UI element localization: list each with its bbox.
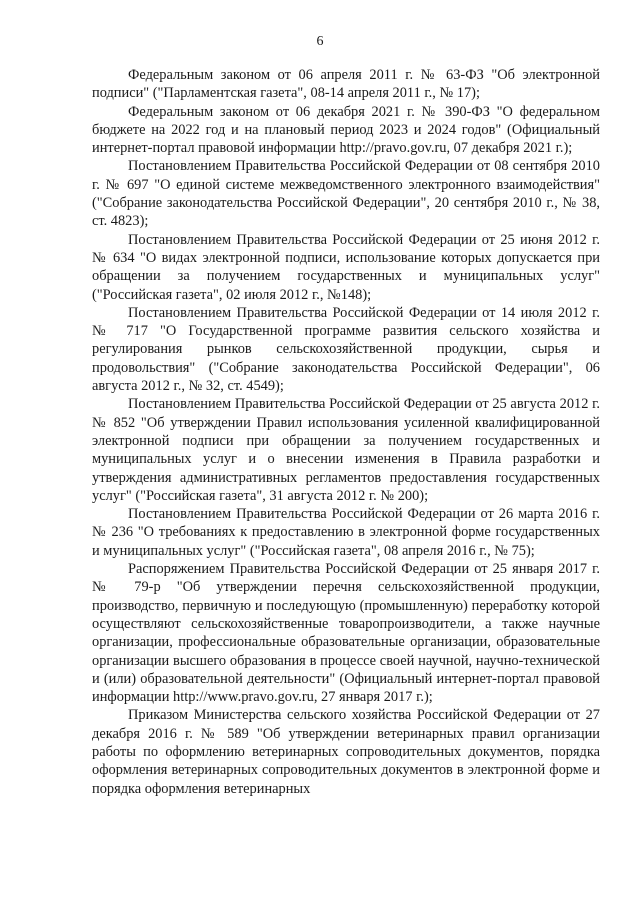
- page-number: 6: [316, 34, 324, 49]
- paragraph-resolution-697: Постановлением Правительства Российской Федерации от 08 сентября 2010 г. № 697 "О единой системе межведомственного электронного взаимодействия" ("Собрание законодательства Российской Федерации", 20 сентября 2010 г., № 38, ст. 4823);: [92, 158, 600, 230]
- paragraph-order-79r: Распоряжением Правительства Российской Федерации от 25 января 2017 г. № 79-р "Об утверждении перечня сельскохозяйственной продукции, производство, первичную и последующую (промышленную) переработку которой осуществляют сельскохозяйственные товаропроизводители, а также научные организации, профессиональные образовательные организации, образовательные организации высшего образования в процессе своей научной, научно-технической и (или) образовательной деятельности" (Официальный интернет-портал правовой информации http://www.pravo.gov.ru, 27 января 2017 г.);: [92, 561, 600, 706]
- document-body: [92, 66, 600, 798]
- paragraph-resolution-236: Постановлением Правительства Российской Федерации от 26 марта 2016 г. № 236 "О требованиях к предоставлению в электронной форме государственных и муниципальных услуг" ("Российская газета", 08 апреля 2016 г., № 75);: [92, 506, 600, 559]
- paragraph-federal-law-63fz: Федеральным законом от 06 апреля 2011 г. № 63-ФЗ "Об электронной подписи" ("Парламентская газета", 08-14 апреля 2011 г., № 17);: [92, 67, 600, 102]
- paragraph-resolution-717: Постановлением Правительства Российской Федерации от 14 июля 2012 г. № 717 "О Государственной программе развития сельского хозяйства и регулирования рынков сельскохозяйственной продукции, сырья и продовольствия" ("Собрание законодательства Российской Федерации", 06 августа 2012 г., № 32, ст. 4549);: [92, 304, 600, 395]
- paragraph-federal-law-390fz: Федеральным законом от 06 декабря 2021 г. № 390-ФЗ "О федеральном бюджете на 2022 год и на плановый период 2023 и 2024 годов" (Официальный интернет-портал правовой информации http://pravo.gov.ru, 07 декабря 2021 г.);: [92, 103, 600, 157]
- paragraph-resolution-852: Постановлением Правительства Российской Федерации от 25 августа 2012 г. № 852 "Об утверждении Правил использования усиленной квалифицированной электронной подписи при обращении за получением государственных и муниципальных услуг и о внесении изменения в Правила разработки и утверждения административных регламентов предоставления государственных услуг" ("Российская газета", 31 августа 2012 г. № 200);: [92, 396, 600, 504]
- paragraph-ministry-order-589: Приказом Министерства сельского хозяйства Российской Федерации от 27 декабря 2016 г. № 589 "Об утверждении ветеринарных правил организации работы по оформлению ветеринарных сопроводительных документов, порядка оформления ветеринарных сопроводительных документов в электронной форме и порядка оформления ветеринарных: [92, 707, 600, 797]
- paragraph-resolution-634: Постановлением Правительства Российской Федерации от 25 июня 2012 г. № 634 "О видах электронной подписи, использование которых допускается при обращении за получением государственных и муниципальных услуг" ("Российская газета", 02 июля 2012 г., №148);: [92, 231, 600, 303]
